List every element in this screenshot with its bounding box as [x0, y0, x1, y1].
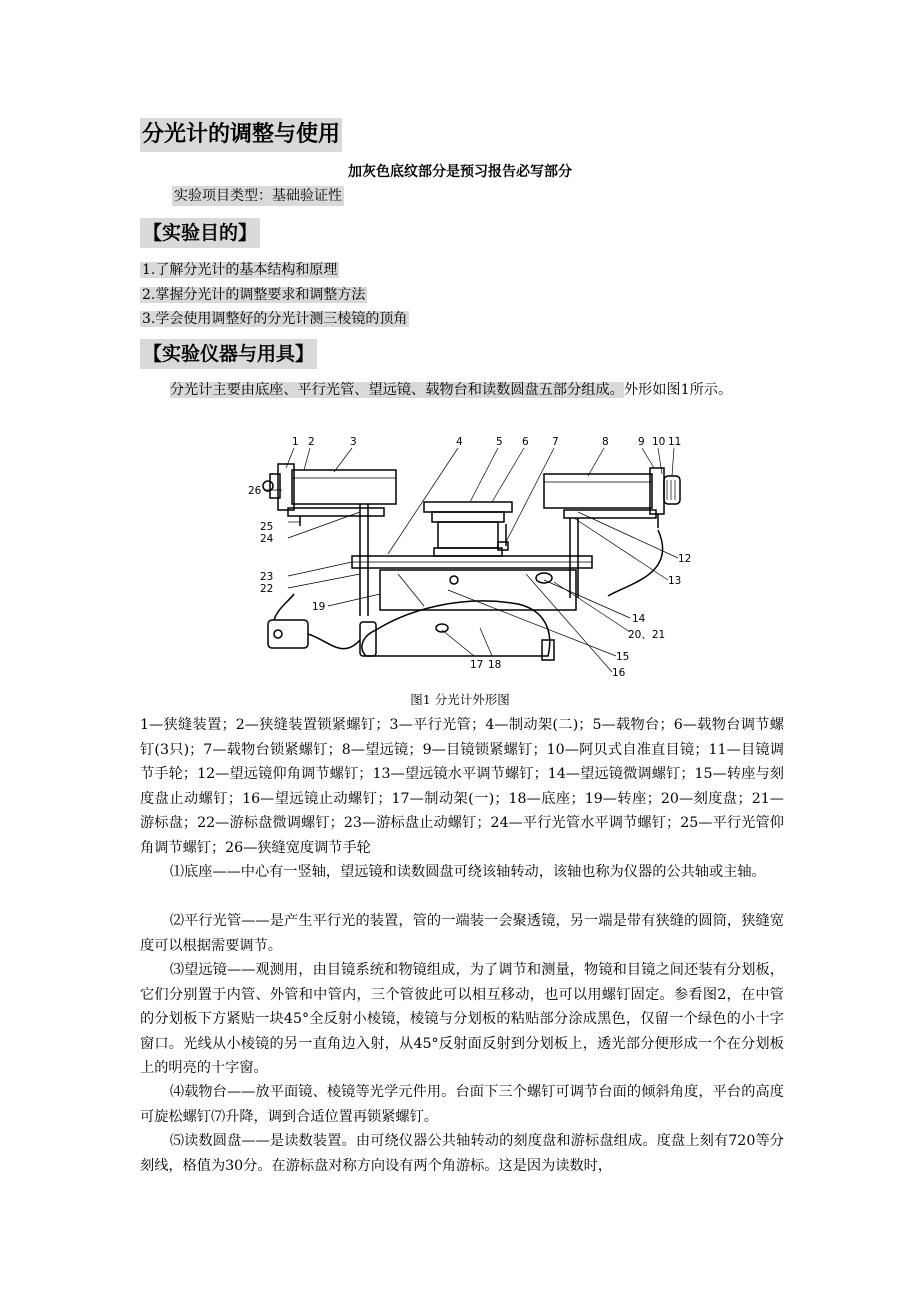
callout-label: 9: [638, 436, 645, 448]
aims-list: [140, 258, 409, 332]
callout-label: 2: [308, 436, 315, 448]
callout-label: 24: [260, 533, 274, 545]
page-title: 分光计的调整与使用: [140, 118, 342, 152]
callout-label: 15: [616, 651, 630, 663]
callout-label: 12: [678, 553, 692, 565]
callout-label: 13: [668, 575, 682, 587]
callout-label: 7: [552, 436, 559, 448]
instruments-heading: 【实验仪器与用具】: [140, 339, 317, 369]
callout-label: 1: [292, 436, 299, 448]
callout-label: 8: [602, 436, 609, 448]
intro-rest: 外形如图1所示。: [623, 382, 733, 398]
intro-paragraph: [140, 378, 784, 403]
callout-label: 18: [488, 659, 502, 671]
callout-label: 20、21: [628, 629, 666, 641]
callout-label: 23: [260, 571, 274, 583]
callout-label: 11: [668, 436, 682, 448]
purpose-heading: 【实验目的】: [140, 218, 260, 248]
callout-label: 16: [612, 667, 626, 679]
preview-note: 加灰色底纹部分是预习报告必写部分: [348, 164, 572, 180]
callout-label: 25: [260, 521, 274, 533]
paragraph-collimator: ⑵平行光管——是产生平行光的装置，管的一端装一会聚透镜，另一端是带有狭缝的圆筒，狭缝宽度可以根据需要调节。: [140, 913, 784, 954]
paragraph-base: ⑴底座——中心有一竖轴，望远镜和读数圆盘可绕该轴转动，该轴也称为仪器的公共轴或主轴。: [169, 864, 766, 880]
aim-item: 3.学会使用调整好的分光计测三棱镜的顶角: [142, 311, 408, 327]
callout-label: 4: [456, 436, 463, 448]
experiment-type: 实验项目类型：基础验证性: [174, 188, 342, 204]
parts-legend: 1—狭缝装置；2—狭缝装置锁紧螺钉；3—平行光管；4—制动架(二)；5—载物台；6—载物台调节螺钉(3只)；7—载物台锁紧螺钉；8—望远镜；9—目镜锁紧螺钉；10—阿贝式自准直目镜；11—目镜调节手轮；12—望远镜仰角调节螺钉；13—望远镜水平调节螺钉；14—望远镜微调螺钉；15—转座与刻度盘止动螺钉；16—望远镜止动螺钉；17—制动架(一)；18—底座；19—转座；20—刻度盘；21—游标盘；22—游标盘微调螺钉；23—游标盘止动螺钉；24—平行光管水平调节螺钉；25—平行光管仰角调节螺钉；26—狭缝宽度调节手轮: [140, 717, 784, 856]
callout-label: 14: [632, 613, 646, 625]
spectrometer-figure: [248, 434, 692, 684]
callout-label: 3: [350, 436, 357, 448]
figure-caption: 图1 分光计外形图: [410, 692, 510, 707]
paragraph-telescope: ⑶望远镜——观测用，由目镜系统和物镜组成，为了调节和测量，物镜和目镜之间还装有分划板，它们分别置于内管、外管和中管内，三个管彼此可以相互移动，也可以用螺钉固定。参看图2，在中管的分划板下方紧贴一块45°全反射小棱镜，棱镜与分划板的粘贴部分涂成黑色，仅留一个绿色的小十字窗口。光线从小棱镜的另一直角边入射，从45°反射面反射到分划板上，透光部分便形成一个在分划板上的明亮的十字窗。: [140, 962, 784, 1076]
callout-label: 5: [496, 436, 503, 448]
callout-label: 6: [522, 436, 529, 448]
aim-item: 2.掌握分光计的调整要求和调整方法: [142, 286, 366, 303]
callout-label: 22: [260, 583, 274, 595]
callout-label: 10: [652, 436, 666, 448]
callout-label: 19: [312, 601, 326, 613]
paragraph-stage: ⑷载物台——放平面镜、棱镜等光学元件用。台面下三个螺钉可调节台面的倾斜角度，平台的高度可旋松螺钉⑺升降，调到合适位置再锁紧螺钉。: [140, 1084, 784, 1125]
intro-highlight: 分光计主要由底座、平行光管、望远镜、载物台和读数圆盘五部分组成。: [169, 382, 624, 398]
callout-label: 17: [470, 659, 484, 671]
paragraph-reading-disc: ⑸读数圆盘——是读数装置。由可绕仪器公共轴转动的刻度盘和游标盘组成。度盘上刻有720等分刻线，格值为30分。在游标盘对称方向设有两个角游标。这是因为读数时，: [140, 1133, 784, 1174]
aim-item: 1.了解分光计的基本结构和原理: [142, 262, 338, 278]
callout-label: 26: [248, 485, 262, 497]
